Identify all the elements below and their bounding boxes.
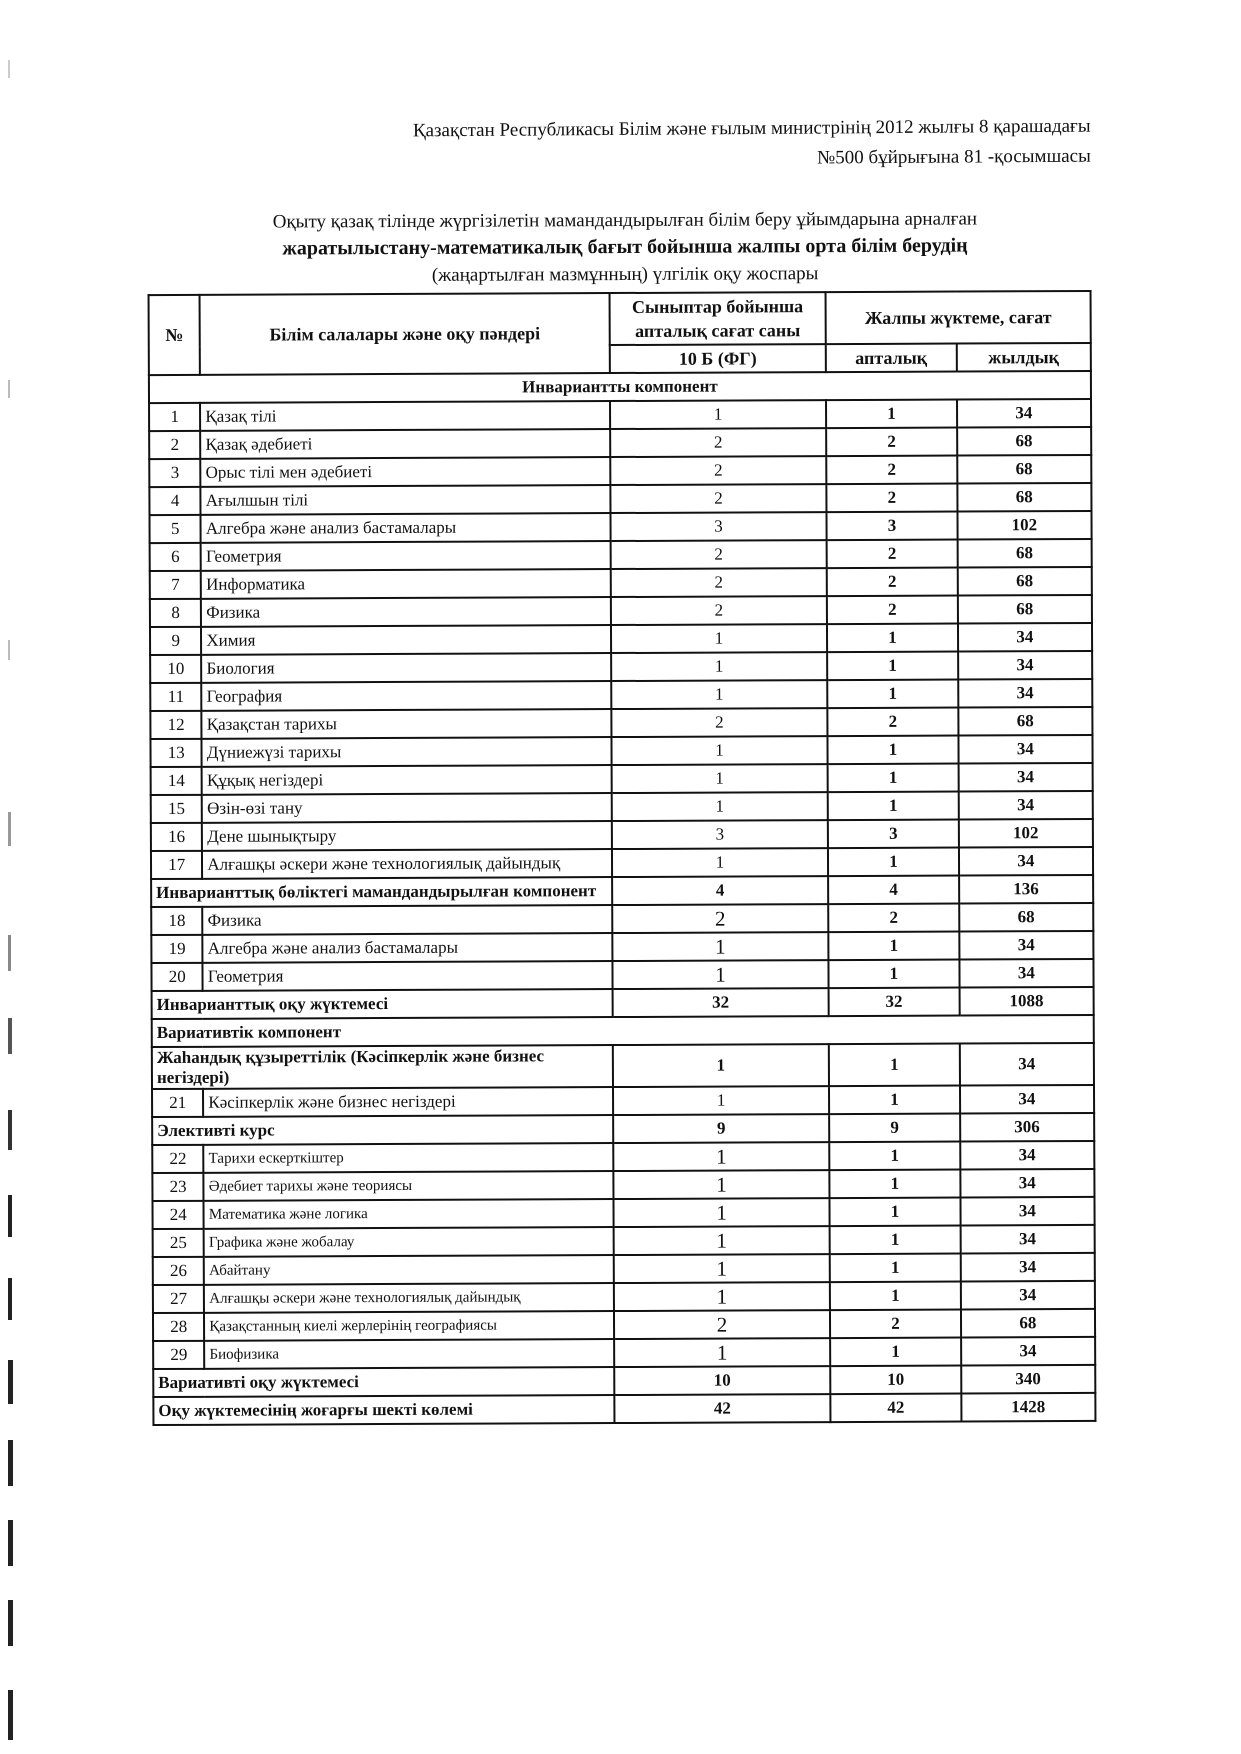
class-hours: 1: [610, 400, 826, 429]
weekly-hours: 1: [830, 1338, 961, 1367]
subject-name: Әдебиет тарихы және теориясы: [204, 1171, 614, 1201]
weekly-hours: 1: [829, 1044, 960, 1087]
yearly-hours: 34: [958, 763, 1092, 792]
row-number: 14: [151, 767, 202, 795]
subject-name: Тарихи ескерткіштер: [204, 1143, 614, 1173]
row-number: 2: [149, 431, 200, 459]
weekly-hours: 2: [827, 484, 958, 513]
row-number: 29: [153, 1341, 204, 1369]
class-hours: 1: [613, 1226, 829, 1255]
weekly-hours: 2: [827, 596, 958, 625]
class-hours: 2: [610, 428, 826, 457]
curriculum-table: [148, 290, 1097, 1426]
table-row: [153, 1309, 1095, 1341]
punch-mark: [8, 1440, 13, 1486]
class-hours: 2: [610, 540, 826, 569]
punch-mark: [8, 1520, 13, 1566]
yearly-hours: 68: [957, 539, 1091, 568]
title-line3: (жаңартылған мазмұнның) үлгілік оқу жоспары: [431, 263, 819, 286]
row-number: 10: [150, 655, 201, 683]
yearly-hours: 34: [959, 959, 1093, 988]
group-name: Элективті курс: [152, 1115, 613, 1145]
group-name: Вариативті оқу жүктемесі: [153, 1367, 614, 1397]
table-row: [150, 539, 1092, 571]
weekly-hours: 1: [829, 1142, 960, 1171]
subject-name: Графика және жобалау: [204, 1227, 614, 1257]
class-hours: 1: [612, 848, 828, 877]
document-title: [150, 205, 1100, 290]
row-number: 1: [149, 403, 200, 431]
class-hours: 10: [614, 1366, 830, 1395]
group-name: Инварианттық оқу жүктемесі: [152, 989, 613, 1019]
yearly-hours: 34: [959, 931, 1093, 960]
class-hours: 3: [610, 512, 826, 541]
class-hours: 1: [611, 736, 827, 765]
class-hours: 1: [612, 792, 828, 821]
subject-name: Биология: [201, 653, 611, 683]
row-number: 22: [152, 1145, 203, 1173]
row-number: 13: [150, 739, 201, 767]
punch-mark: [8, 1110, 12, 1150]
weekly-hours: 1: [826, 400, 957, 429]
weekly-hours: 1: [828, 792, 959, 821]
weekly-hours: 1: [828, 848, 959, 877]
yearly-hours: 34: [960, 1281, 1094, 1310]
yearly-hours: 34: [960, 1253, 1094, 1282]
table-row: [150, 623, 1092, 655]
row-number: 7: [150, 571, 201, 599]
table-row: [150, 735, 1092, 767]
table-row: [150, 651, 1092, 683]
weekly-hours: 1: [827, 624, 958, 653]
table-row: [153, 1337, 1095, 1369]
weekly-hours: 1: [829, 1086, 960, 1115]
subject-name: Өзін-өзі тану: [202, 793, 612, 823]
class-hours: 1: [611, 652, 827, 681]
table-row: [151, 931, 1093, 963]
class-hours: 9: [613, 1114, 829, 1143]
weekly-hours: 1: [827, 680, 958, 709]
yearly-hours: 34: [958, 651, 1092, 680]
subject-name: Кәсіпкерлік және бизнес негіздері: [203, 1087, 613, 1117]
row-number: 17: [151, 851, 202, 879]
subject-name: Математика және логика: [204, 1199, 614, 1229]
subject-name: Қазақ тілі: [200, 401, 610, 431]
variative-total-row: [153, 1365, 1095, 1397]
class-hours: 4: [612, 876, 828, 905]
table-row: [149, 483, 1091, 515]
table-row: [149, 511, 1091, 543]
yearly-hours: 68: [957, 427, 1091, 456]
class-hours: 3: [612, 820, 828, 849]
subject-name: Дүниежүзі тарихы: [202, 737, 612, 767]
appendix-note-line1: Қазақстан Республикасы Білім және ғылым министрінің 2012 жылғы 8 қарашадағы: [413, 115, 1091, 142]
table-row: [150, 679, 1092, 711]
yearly-hours: 102: [958, 819, 1092, 848]
yearly-hours: 34: [961, 1337, 1095, 1366]
table-row: [152, 1141, 1094, 1173]
class-hours: 1: [613, 1170, 829, 1199]
class-hours: 1: [613, 1086, 829, 1115]
scan-punch-marks: [4, 0, 18, 1754]
subject-name: Қазақстан тарихы: [202, 709, 612, 739]
punch-mark: [8, 935, 11, 971]
yearly-hours: 34: [958, 679, 1092, 708]
punch-mark: [8, 60, 10, 78]
row-number: 15: [151, 795, 202, 823]
weekly-hours: 1: [828, 764, 959, 793]
class-hours: 1: [612, 960, 828, 989]
punch-mark: [8, 1195, 12, 1237]
yearly-hours: 68: [957, 455, 1091, 484]
class-hours: 2: [611, 708, 827, 737]
yearly-hours: 68: [959, 903, 1093, 932]
weekly-hours: 3: [827, 512, 958, 541]
row-number: 26: [153, 1257, 204, 1285]
group-name: Инварианттық бөліктегі мамандандырылған компонент: [151, 877, 612, 907]
punch-mark: [8, 1600, 13, 1646]
yearly-hours: 34: [958, 791, 1092, 820]
row-number: 19: [151, 935, 202, 963]
yearly-hours: 34: [960, 1085, 1094, 1114]
row-number: 5: [149, 515, 200, 543]
table-row: [150, 567, 1092, 599]
weekly-hours: 3: [828, 820, 959, 849]
group-name: Оқу жүктемесінің жоғарғы шекті көлемі: [153, 1395, 614, 1425]
class-hours: 1: [611, 764, 827, 793]
row-number: 21: [152, 1089, 203, 1117]
punch-mark: [8, 380, 10, 398]
subject-name: География: [202, 681, 612, 711]
class-hours: 1: [612, 932, 828, 961]
table-row: [149, 399, 1091, 431]
max-load-row: [153, 1393, 1095, 1425]
weekly-hours: 4: [828, 876, 959, 905]
specialized-component-row: [151, 875, 1093, 907]
subject-name: Орыс тілі мен әдебиеті: [201, 457, 611, 487]
section-invariant: [149, 371, 1091, 403]
header-weekly-by-class: Сыныптар бойынша апталық сағат саны: [609, 292, 826, 345]
weekly-hours: 10: [830, 1366, 961, 1395]
yearly-hours: 1428: [961, 1393, 1095, 1422]
header-subjects: Білім салалары және оқу пәндері: [200, 293, 610, 375]
class-hours: 2: [610, 484, 826, 513]
class-hours: 2: [611, 596, 827, 625]
subject-name: Қазақ әдебиеті: [200, 429, 610, 459]
class-hours: 42: [614, 1394, 830, 1423]
yearly-hours: 34: [960, 1197, 1094, 1226]
title-line1: Оқыту қазақ тілінде жүргізілетін мамандандырылған білім беру ұйымдарына арналған: [272, 208, 978, 233]
subject-name: Алғашқы әскери және технологиялық дайындық: [202, 849, 612, 879]
class-hours: 1: [613, 1198, 829, 1227]
weekly-hours: 2: [827, 540, 958, 569]
subject-name: Ағылшын тілі: [201, 485, 611, 515]
class-hours: 1: [614, 1282, 830, 1311]
class-hours: 32: [612, 988, 828, 1017]
yearly-hours: 34: [960, 1225, 1094, 1254]
group-name: Жаһандық құзыреттілік (Кәсіпкерлік және бизнес негіздері): [152, 1045, 613, 1089]
row-number: 23: [152, 1173, 203, 1201]
weekly-hours: 2: [827, 568, 958, 597]
row-number: 24: [152, 1201, 203, 1229]
weekly-hours: 1: [830, 1282, 961, 1311]
punch-mark: [8, 1360, 13, 1404]
row-number: 27: [153, 1285, 204, 1313]
weekly-hours: 2: [826, 456, 957, 485]
table-row: [153, 1225, 1095, 1257]
subject-name: Қазақстанның киелі жерлерінің географиясы: [204, 1311, 614, 1341]
subject-name: Информатика: [201, 569, 611, 599]
class-hours: 1: [611, 624, 827, 653]
section-variative: [152, 1015, 1094, 1047]
row-number: 4: [149, 487, 200, 515]
yearly-hours: 68: [957, 567, 1091, 596]
weekly-hours: 2: [828, 904, 959, 933]
subject-name: Алгебра және анализ бастамалары: [203, 933, 613, 963]
subject-name: Геометрия: [203, 961, 613, 991]
yearly-hours: 102: [957, 511, 1091, 540]
class-hours: 1: [611, 680, 827, 709]
punch-mark: [8, 812, 11, 846]
yearly-hours: 34: [958, 623, 1092, 652]
yearly-hours: 68: [957, 483, 1091, 512]
table-row: [152, 1169, 1094, 1201]
row-number: 3: [149, 459, 200, 487]
class-hours: 2: [611, 568, 827, 597]
weekly-hours: 2: [828, 708, 959, 737]
section-label: Вариативтік компонент: [152, 1015, 1094, 1047]
header-class: 10 Б (ФГ): [610, 344, 826, 373]
weekly-hours: 2: [830, 1310, 961, 1339]
weekly-hours: 1: [827, 652, 958, 681]
table-row: [149, 455, 1091, 487]
class-hours: 2: [614, 1310, 830, 1339]
class-hours: 1: [614, 1338, 830, 1367]
class-hours: 2: [612, 904, 828, 933]
weekly-hours: 1: [830, 1226, 961, 1255]
row-number: 25: [153, 1229, 204, 1257]
weekly-hours: 32: [829, 988, 960, 1017]
yearly-hours: 68: [958, 707, 1092, 736]
table-row: [150, 595, 1092, 627]
invariant-total-row: [152, 987, 1094, 1019]
yearly-hours: 34: [960, 1169, 1094, 1198]
class-hours: 2: [610, 456, 826, 485]
weekly-hours: 1: [830, 1254, 961, 1283]
row-number: 20: [151, 963, 202, 991]
table-row: [151, 819, 1093, 851]
row-number: 9: [150, 627, 201, 655]
elective-course-row: [152, 1113, 1094, 1145]
subject-name: Химия: [201, 625, 611, 655]
row-number: 16: [151, 823, 202, 851]
header-no: №: [149, 295, 201, 375]
table-row: [151, 847, 1093, 879]
appendix-note-line2: №500 бұйрығына 81 -қосымшасы: [817, 145, 1092, 169]
yearly-hours: 68: [961, 1309, 1095, 1338]
table-row: [149, 427, 1091, 459]
table-row: [151, 763, 1093, 795]
class-hours: 1: [613, 1044, 830, 1087]
table-row: [151, 959, 1093, 991]
header-weekly: апталық: [826, 344, 957, 373]
punch-mark: [8, 1690, 13, 1740]
weekly-hours: 2: [826, 428, 957, 457]
subject-name: Физика: [201, 597, 611, 627]
yearly-hours: 34: [959, 1043, 1094, 1086]
weekly-hours: 1: [828, 932, 959, 961]
yearly-hours: 34: [958, 735, 1092, 764]
punch-mark: [8, 1278, 12, 1320]
yearly-hours: 306: [960, 1113, 1094, 1142]
header-yearly: жылдық: [956, 343, 1090, 372]
subject-name: Геометрия: [201, 541, 611, 571]
row-number: 12: [150, 711, 201, 739]
table-row: [151, 903, 1093, 935]
section-label: Инвариантты компонент: [149, 371, 1091, 403]
class-hours: 1: [613, 1142, 829, 1171]
weekly-hours: 1: [830, 1170, 961, 1199]
yearly-hours: 340: [961, 1365, 1095, 1394]
subject-name: Алгебра және анализ бастамалары: [201, 513, 611, 543]
table-row: [150, 707, 1092, 739]
table-row: [152, 1197, 1094, 1229]
weekly-hours: 42: [831, 1394, 962, 1423]
yearly-hours: 136: [959, 875, 1093, 904]
subject-name: Дене шынықтыру: [202, 821, 612, 851]
subject-name: Құқық негіздері: [202, 765, 612, 795]
yearly-hours: 34: [960, 1141, 1094, 1170]
row-number: 6: [150, 543, 201, 571]
yearly-hours: 1088: [959, 987, 1093, 1016]
row-number: 11: [150, 683, 201, 711]
weekly-hours: 1: [829, 960, 960, 989]
weekly-hours: 9: [829, 1114, 960, 1143]
class-hours: 1: [614, 1254, 830, 1283]
yearly-hours: 34: [957, 399, 1091, 428]
table-row: [152, 1085, 1094, 1117]
row-number: 18: [151, 907, 202, 935]
weekly-hours: 1: [830, 1198, 961, 1227]
header-total-load: Жалпы жүктеме, сағат: [826, 291, 1091, 344]
subject-name: Биофизика: [204, 1339, 614, 1369]
subject-name: Физика: [203, 905, 613, 935]
table-row: [153, 1281, 1095, 1313]
table-row: [153, 1253, 1095, 1285]
yearly-hours: 34: [959, 847, 1093, 876]
appendix-note: [413, 112, 1091, 177]
row-number: 8: [150, 599, 201, 627]
row-number: 28: [153, 1313, 204, 1341]
table-row: [151, 791, 1093, 823]
yearly-hours: 68: [957, 595, 1091, 624]
punch-mark: [8, 640, 10, 660]
title-line2: жаратылыстану-математикалық бағыт бойынша жалпы орта білім берудің: [282, 234, 968, 260]
global-competence-row: [152, 1043, 1094, 1089]
punch-mark: [8, 1018, 12, 1054]
weekly-hours: 1: [828, 736, 959, 765]
subject-name: Абайтану: [204, 1255, 614, 1285]
subject-name: Алғашқы әскери және технологиялық дайындық: [204, 1283, 614, 1313]
